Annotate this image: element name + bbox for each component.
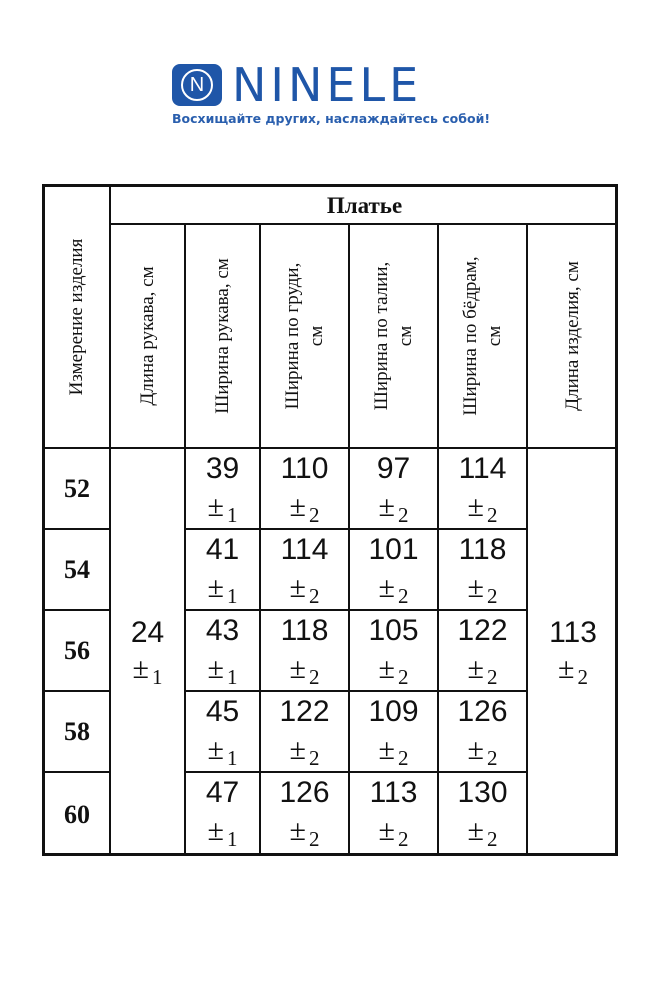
tolerance: ± $_2$	[378, 733, 409, 770]
hips-cell	[439, 773, 528, 856]
value: 126	[457, 695, 508, 728]
col-header-sleeve-length	[111, 225, 186, 449]
value: 113	[369, 776, 418, 809]
value: 43	[205, 614, 240, 647]
col-header-unit: см	[394, 325, 416, 347]
size-cell	[45, 773, 111, 856]
tolerance: ± $_2$	[467, 490, 498, 527]
size-label: 52	[64, 473, 90, 503]
hips-cell	[439, 530, 528, 611]
value: 122	[279, 695, 330, 728]
value: 114	[280, 533, 329, 566]
col-header-unit: см	[305, 325, 327, 347]
tolerance: ± $_1$	[207, 652, 238, 689]
sleeve-width-cell	[186, 692, 261, 773]
value: 118	[280, 614, 329, 647]
brand-tagline: Восхищайте других, наслаждайтесь собой!	[172, 111, 491, 126]
size-label: 54	[64, 554, 90, 584]
value: 109	[368, 695, 419, 728]
sleeve-width-cell	[186, 449, 261, 530]
col-header-sleeve-width	[186, 225, 261, 449]
value: 114	[458, 452, 507, 485]
col-header-label: Ширина по груди,	[281, 262, 303, 410]
value: 47	[205, 776, 240, 809]
tolerance: ± $_2$	[467, 571, 498, 608]
sleeve-length-merged	[111, 449, 186, 856]
size-cell	[45, 611, 111, 692]
col-header-waist	[350, 225, 439, 449]
value: 118	[458, 533, 507, 566]
tolerance: ± $_2$	[378, 571, 409, 608]
col-header-chest	[261, 225, 350, 449]
chest-cell	[261, 530, 350, 611]
waist-cell	[350, 449, 439, 530]
col-header-label: Длина рукава, см	[136, 266, 158, 406]
col-header-product-length	[528, 225, 618, 449]
waist-cell	[350, 773, 439, 856]
table-title: Платье	[326, 193, 403, 218]
tolerance: ± $_2$	[289, 490, 320, 527]
size-cell	[45, 692, 111, 773]
value: 110	[280, 452, 329, 485]
tolerance: ± $_1$	[132, 652, 163, 689]
value: 24	[130, 616, 165, 649]
tolerance: ± $_1$	[207, 571, 238, 608]
value: 39	[205, 452, 240, 485]
hips-cell	[439, 692, 528, 773]
chest-cell	[261, 449, 350, 530]
col-header-hips	[439, 225, 528, 449]
waist-cell	[350, 530, 439, 611]
value: 130	[457, 776, 508, 809]
value: 101	[368, 533, 419, 566]
size-label: 58	[64, 716, 90, 746]
size-label: 60	[64, 799, 90, 829]
col-header-label: Ширина рукава, см	[211, 258, 233, 414]
value: 105	[368, 614, 419, 647]
tolerance: ± $_1$	[207, 490, 238, 527]
brand-name: NINELE	[232, 58, 423, 112]
size-table	[42, 184, 618, 856]
tolerance: ± $_2$	[467, 814, 498, 851]
logo-letter: N	[189, 74, 205, 96]
sleeve-width-cell	[186, 773, 261, 856]
chest-cell	[261, 773, 350, 856]
sleeve-width-cell	[186, 611, 261, 692]
tolerance: ± $_1$	[207, 733, 238, 770]
value: 41	[205, 533, 240, 566]
row-header-label: Измерение изделия	[66, 238, 87, 396]
tolerance: ± $_2$	[378, 652, 409, 689]
row-header-cell	[45, 187, 111, 449]
col-header-label: Ширина по бёдрам,	[459, 256, 481, 416]
value: 97	[376, 452, 411, 485]
value: 122	[457, 614, 508, 647]
product-length-merged	[528, 449, 618, 856]
tolerance: ± $_2$	[378, 490, 409, 527]
waist-cell	[350, 692, 439, 773]
tolerance: ± $_2$	[467, 652, 498, 689]
tolerance: ± $_2$	[378, 814, 409, 851]
hips-cell	[439, 611, 528, 692]
chest-cell	[261, 692, 350, 773]
sleeve-width-cell	[186, 530, 261, 611]
size-label: 56	[64, 635, 90, 665]
size-cell	[45, 449, 111, 530]
col-header-unit: см	[483, 325, 505, 347]
tolerance: ± $_1$	[207, 814, 238, 851]
col-header-label: Длина изделия, см	[562, 261, 583, 411]
hips-cell	[439, 449, 528, 530]
tolerance: ± $_2$	[289, 814, 320, 851]
logo-icon	[172, 64, 222, 106]
col-header-label: Ширина по талии,	[370, 261, 392, 411]
tolerance: ± $_2$	[289, 652, 320, 689]
table-title-cell	[111, 187, 618, 225]
value: 45	[205, 695, 240, 728]
tolerance: ± $_2$	[289, 571, 320, 608]
chest-cell	[261, 611, 350, 692]
size-cell	[45, 530, 111, 611]
value: 126	[279, 776, 330, 809]
tolerance: ± $_2$	[467, 733, 498, 770]
brand-header	[0, 60, 667, 135]
tolerance: ± $_2$	[558, 652, 588, 689]
waist-cell	[350, 611, 439, 692]
value: 113	[549, 616, 597, 649]
tolerance: ± $_2$	[289, 733, 320, 770]
